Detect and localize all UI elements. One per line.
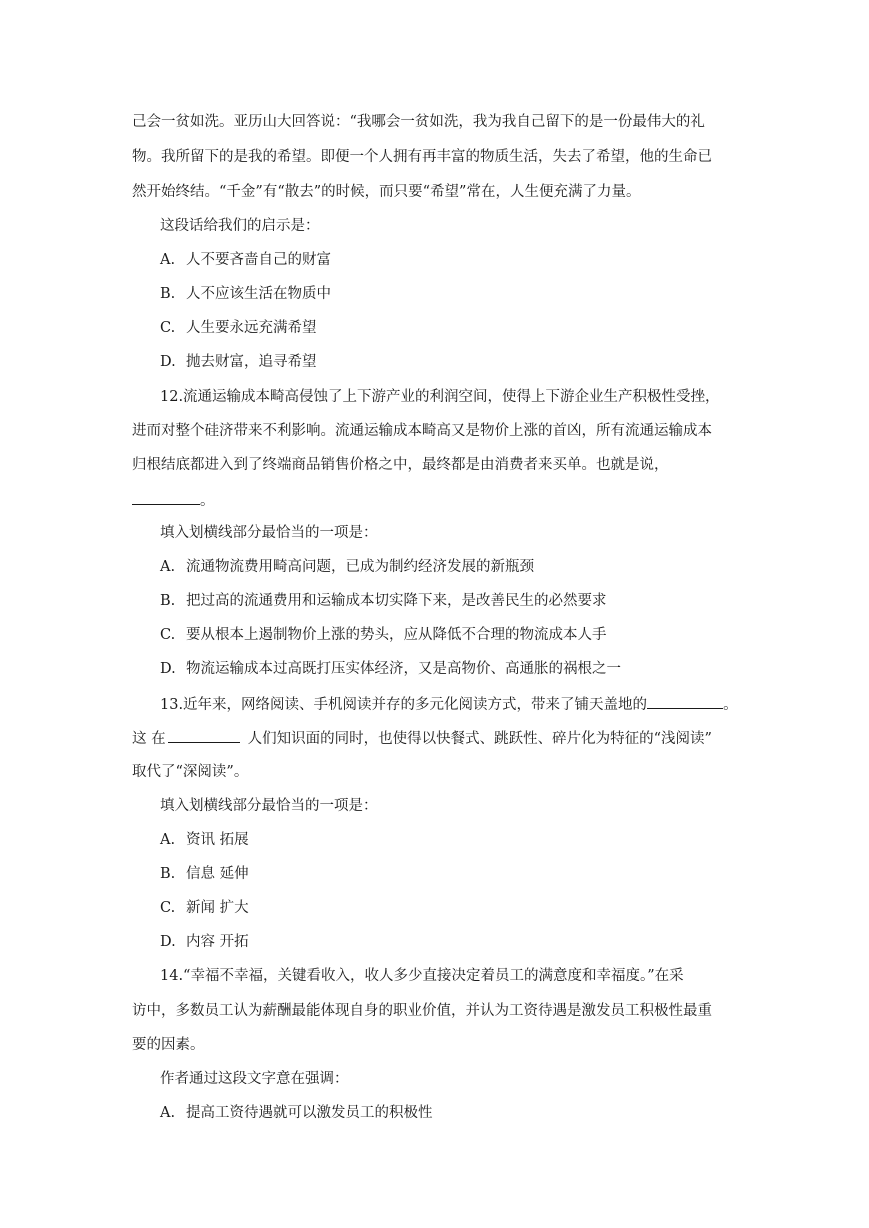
q12-blank-line — [132, 489, 772, 511]
q12-option-b — [160, 591, 800, 611]
option-letter: C. — [160, 627, 176, 643]
q13-line-1-text: 13.近年来，网络阅读、手机阅读并存的多元化阅读方式，带来了铺天盖地的 — [160, 697, 648, 713]
q11-option-d — [160, 352, 800, 372]
option-letter: A. — [160, 252, 176, 268]
q12-blank-end: 。 — [200, 493, 215, 509]
q11-option-c — [160, 318, 800, 338]
q13-prompt: 填入划横线部分最恰当的一项是： — [160, 798, 378, 814]
option-text: 流通物流费用畸高问题，已成为制约经济发展的新瓶颈 — [186, 559, 534, 575]
option-letter: B. — [160, 866, 176, 882]
intro-line-2: 物。我所留下的是我的希望。即便一个人拥有再丰富的物质生活，失去了希望，他的生命已 — [132, 149, 712, 165]
answer-blank — [132, 489, 200, 505]
option-text: 抛去财富，追寻希望 — [186, 354, 317, 370]
q12-prompt: 填入划横线部分最恰当的一项是： — [160, 525, 378, 541]
option-letter: B. — [160, 593, 176, 609]
q13-option-b — [160, 864, 800, 884]
option-letter: C. — [160, 900, 176, 916]
q11-prompt: 这段话给我们的启示是： — [160, 218, 320, 234]
answer-blank — [168, 727, 240, 743]
option-text: 物流运输成本过高既打压实体经济，又是高物价、高通胀的祸根之一 — [186, 661, 621, 677]
option-letter: D. — [160, 661, 176, 677]
option-text: 新闻 扩大 — [186, 900, 249, 916]
option-text: 信息 延伸 — [186, 866, 249, 882]
answer-blank — [647, 693, 723, 709]
q14-line-3: 要的因素。 — [132, 1037, 205, 1053]
q11-option-a — [160, 250, 800, 270]
q14-prompt: 作者通过这段文字意在强调： — [160, 1071, 349, 1087]
option-text: 把过高的流通费用和运输成本切实降下来，是改善民生的必然要求 — [186, 593, 607, 609]
q13-line-2 — [132, 727, 772, 749]
intro-line-3: 然开始终结。“千金”有“散去”的时候，而只要“希望”常在，人生便充满了力量。 — [132, 184, 641, 200]
option-text: 人不要吝啬自己的财富 — [186, 252, 331, 268]
q12-line-2: 进而对整个硅济带来不利影响。流通运输成本畸高又是物价上涨的首凶，所有流通运输成本 — [132, 423, 712, 439]
option-text: 人生要永远充满希望 — [186, 320, 317, 336]
q12-option-d — [160, 659, 800, 679]
q13-option-c — [160, 898, 800, 918]
option-letter: B. — [160, 286, 176, 302]
q13-line-2-text: 人们知识面的同时，也使得以快餐式、跳跃性、碎片化为特征的“浅阅读” — [247, 731, 712, 747]
option-letter: A. — [160, 832, 176, 848]
q12-option-c — [160, 625, 800, 645]
q14-line-2: 访中，多数员工认为薪酬最能体现自身的职业价值，并认为工资待遇是激发员工积极性最重 — [132, 1003, 712, 1019]
q13-line-2-start: 这 在 — [132, 731, 166, 747]
q13-line-1-end: 。 — [723, 697, 738, 713]
q13-line-1 — [160, 693, 800, 715]
q13-option-d — [160, 932, 800, 952]
option-letter: C. — [160, 320, 176, 336]
q11-option-b — [160, 284, 800, 304]
option-letter: A. — [160, 559, 176, 575]
option-letter: A. — [160, 1105, 176, 1121]
q14-line-1: 14.“幸福不幸福，关键看收入，收人多少直接决定着员工的满意度和幸福度。”在采 — [160, 968, 684, 984]
option-letter: D. — [160, 354, 176, 370]
q14-option-a — [160, 1103, 800, 1123]
option-text: 人不应该生活在物质中 — [186, 286, 331, 302]
intro-line-1: 己会一贫如洗。亚历山大回答说：“我哪会一贫如洗，我为我自己留下的是一份最伟大的礼 — [132, 114, 705, 130]
option-text: 资讯 拓展 — [186, 832, 249, 848]
option-text: 内容 开拓 — [186, 934, 249, 950]
option-letter: D. — [160, 934, 176, 950]
option-text: 要从根本上遏制物价上涨的势头，应从降低不合理的物流成本人手 — [186, 627, 607, 643]
q13-line-3: 取代了“深阅读”。 — [132, 764, 249, 780]
q12-line-3: 归根结底都进入到了终端商品销售价格之中，最终都是由消费者来买单。也就是说， — [132, 457, 669, 473]
q12-line-1: 12.流通运输成本畸高侵蚀了上下游产业的利润空间，使得上下游企业生产积极性受挫， — [160, 389, 720, 405]
q12-option-a — [160, 557, 800, 577]
q13-option-a — [160, 830, 800, 850]
option-text: 提高工资待遇就可以激发员工的积极性 — [186, 1105, 433, 1121]
